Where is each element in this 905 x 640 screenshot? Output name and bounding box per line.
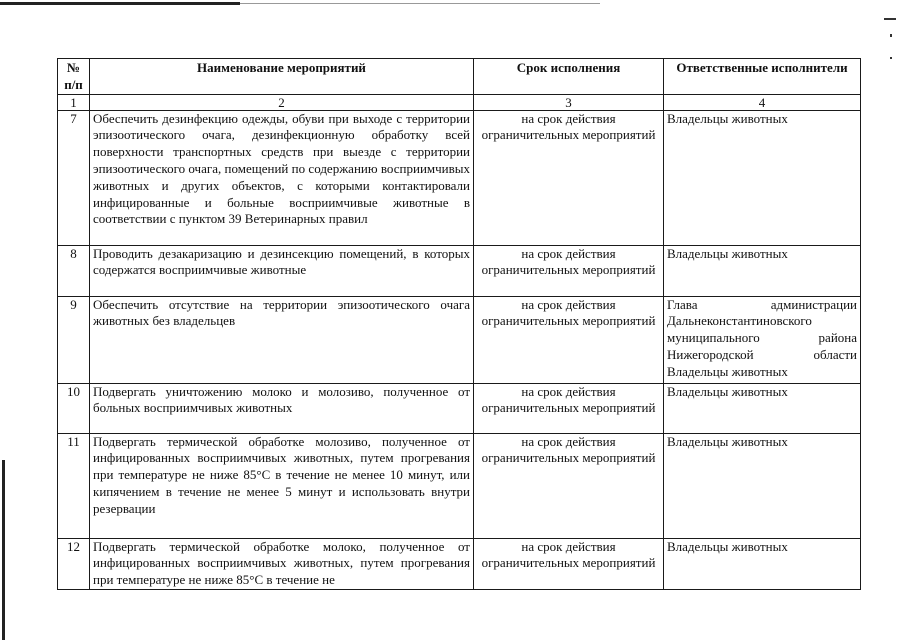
row-deadline: на срок действия ограничительных мероприятий <box>474 383 664 433</box>
row-number: 7 <box>58 110 90 245</box>
header-deadline: Срок исполнения <box>474 59 664 95</box>
column-number-row <box>58 94 861 110</box>
row-measure: Подвергать уничтожению молоко и молозиво, полученное от больных восприимчивых животных <box>90 383 474 433</box>
header-number: № п/п <box>58 59 90 95</box>
row-number: 9 <box>58 296 90 383</box>
row-responsible: Владельцы животных <box>664 245 861 296</box>
row-deadline: на срок действия ограничительных мероприятий <box>474 245 664 296</box>
scan-top-edge <box>0 2 240 5</box>
row-measure: Обеспечить дезинфекцию одежды, обуви при выходе с территории эпизоотического очага, дезинфекционную обработку всей поверхности транспортных средств при выезде с территории эпизоотического очага, помещений по содержанию восприимчивых животных и других объектов, с которыми контактировали инфицированные и больные восприимчивые животные в соответствии с пунктом 39 Ветеринарных правил <box>90 110 474 245</box>
row-deadline: на срок действия ограничительных мероприятий <box>474 433 664 538</box>
scan-left-edge <box>2 460 5 640</box>
table-row <box>58 383 861 433</box>
row-measure: Подвергать термической обработке молоко, полученное от инфицированных восприимчивых животных, путем прогревания при температуре не ниже 85°С в течение не <box>90 538 474 589</box>
row-responsible: Владельцы животных <box>664 433 861 538</box>
table-row <box>58 538 861 589</box>
table-row <box>58 110 861 245</box>
header-responsible: Ответственные исполнители <box>664 59 861 95</box>
row-responsible: Глава администрации Дальнеконстантиновского муниципального района Нижегородской области Владельцы животных <box>664 296 861 383</box>
row-number: 10 <box>58 383 90 433</box>
row-responsible: Владельцы животных <box>664 383 861 433</box>
scan-speck <box>884 18 896 20</box>
row-deadline: на срок действия ограничительных мероприятий <box>474 538 664 589</box>
row-measure: Обеспечить отсутствие на территории эпизоотического очага животных без владельцев <box>90 296 474 383</box>
measures-table <box>57 58 861 590</box>
header-measure-name: Наименование мероприятий <box>90 59 474 95</box>
table-row <box>58 433 861 538</box>
table-row <box>58 245 861 296</box>
row-number: 12 <box>58 538 90 589</box>
row-deadline: на срок действия ограничительных мероприятий <box>474 296 664 383</box>
column-number: 1 <box>58 94 90 110</box>
column-number: 3 <box>474 94 664 110</box>
scan-speck <box>890 57 892 59</box>
row-number: 8 <box>58 245 90 296</box>
column-number: 4 <box>664 94 861 110</box>
table-header-row <box>58 59 861 95</box>
row-responsible: Владельцы животных <box>664 110 861 245</box>
row-responsible: Владельцы животных <box>664 538 861 589</box>
row-deadline: на срок действия ограничительных мероприятий <box>474 110 664 245</box>
scan-top-edge-thin <box>240 3 600 4</box>
row-measure: Проводить дезакаризацию и дезинсекцию помещений, в которых содержатся восприимчивые животные <box>90 245 474 296</box>
row-measure: Подвергать термической обработке молозиво, полученное от инфицированных восприимчивых животных, путем прогревания при температуре не ниже 85°С в течение не менее 10 минут, или кипячением в течение не менее 5 минут и использовать внутри резервации <box>90 433 474 538</box>
column-number: 2 <box>90 94 474 110</box>
table-row <box>58 296 861 383</box>
row-number: 11 <box>58 433 90 538</box>
scan-speck <box>890 34 892 37</box>
